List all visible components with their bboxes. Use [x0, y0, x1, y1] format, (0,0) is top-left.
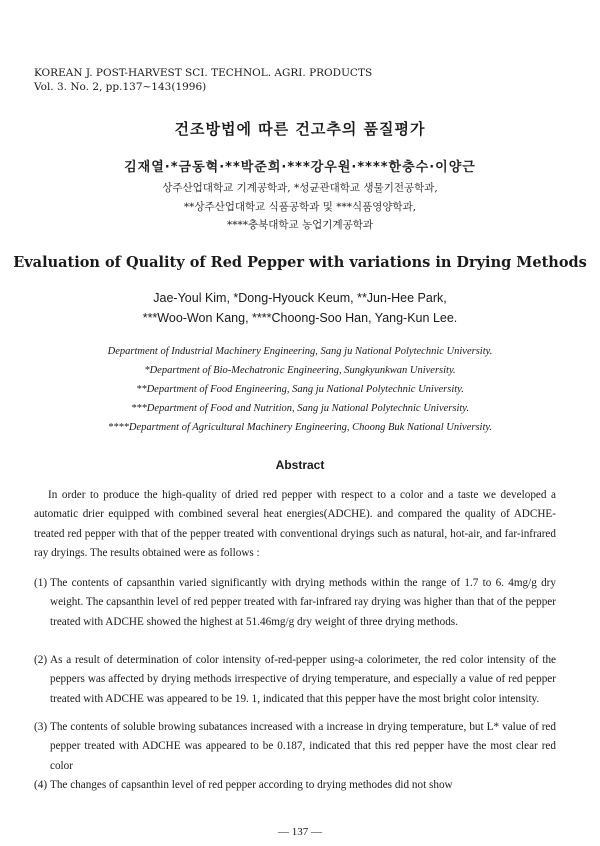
journal-header	[34, 66, 372, 94]
korean-affiliation: 상주산업대학교 기계공학과, *성균관대학교 생물기전공학과,	[162, 182, 438, 194]
result-number: (4)	[34, 779, 48, 791]
result-item	[34, 651, 556, 709]
abstract-heading: Abstract	[275, 458, 325, 472]
english-affiliation: ***Department of Food and Nutrition, Sang ju National Polytechnic University.	[130, 403, 469, 414]
korean-affiliation: **상주산업대학교 식품공학과 및 ***식품영양학과,	[183, 201, 417, 213]
page-number: — 137 —	[278, 826, 322, 838]
english-authors: Jae-Youl Kim, *Dong-Hyouck Keum, **Jun-Hee Park,	[153, 291, 447, 305]
korean-affiliation: ****충북대학교 농업기계공학과	[226, 219, 374, 231]
result-text: As a result of determination of color intensity of-red-pepper using-a colorimeter, the red color intensity of the peppers was affected by drying methods irrespective of drying temperature, and especially a value of red pepper treated with ADCHE was appeared to be 19. 1, indicated that this pepper have the most bright color intensity.	[50, 654, 556, 705]
english-affiliation: *Department of Bio-Mechatronic Engineering, Sungkyunkwan University.	[144, 365, 456, 376]
english-authors: ***Woo-Won Kang, ****Choong-Soo Han, Yang-Kun Lee.	[142, 311, 458, 325]
result-text: The contents of soluble browing subatances increased with a increase in drying temperature, but L* value of red pepper treated with ADCHE was appeared to be 0.187, indicated that this red pepper have the most clear red color	[50, 721, 556, 772]
result-text: The changes of capsanthin level of red pepper according to drying methodes did not show	[50, 779, 453, 791]
result-text: The contents of capsanthin varied significantly with drying methods within the range of 1.7 to 6. 4mg/g dry weight. The capsanthin level of red pepper treated with far-infrared ray drying was higher than that of the pepper treated with ADCHE showed the highest at 51.46mg/g dry weight of three drying methods.	[50, 577, 556, 628]
result-number: (1)	[34, 577, 48, 589]
english-title: Evaluation of Quality of Red Pepper with variations in Drying Methods	[13, 254, 587, 271]
result-number: (3)	[34, 721, 48, 733]
english-affiliation: ****Department of Agricultural Machinery Engineering, Choong Buk National University.	[107, 422, 493, 433]
result-number: (2)	[34, 654, 48, 666]
result-item	[34, 718, 556, 776]
korean-title: 건조방법에 따른 건고추의 품질평가	[174, 120, 426, 138]
abstract-intro: In order to produce the high-quality of dried red pepper with respect to a color and a taste we developed a automatic drier equipped with combined several heat energies(ADCHE). and compared the quality of ADCHE-treated red pepper with that of the pepper treated with conventional dryings such as natural, hot-air, and far-infrared ray dryings. The results obtained were as follows :	[34, 489, 556, 559]
english-affiliation: Department of Industrial Machinery Engineering, Sang ju National Polytechnic University.	[107, 346, 493, 357]
english-affiliation: **Department of Food Engineering, Sang ju National Polytechnic University.	[136, 384, 464, 395]
result-item	[34, 776, 556, 795]
korean-authors: 김재열·*금동혁·**박준희·***강우원·****한충수·이양근	[124, 160, 476, 175]
result-item	[34, 574, 556, 632]
journal-volume: Vol. 3. No. 2, pp.137~143(1996)	[34, 81, 207, 93]
journal-name: KOREAN J. POST-HARVEST SCI. TECHNOL. AGRI. PRODUCTS	[34, 67, 373, 79]
